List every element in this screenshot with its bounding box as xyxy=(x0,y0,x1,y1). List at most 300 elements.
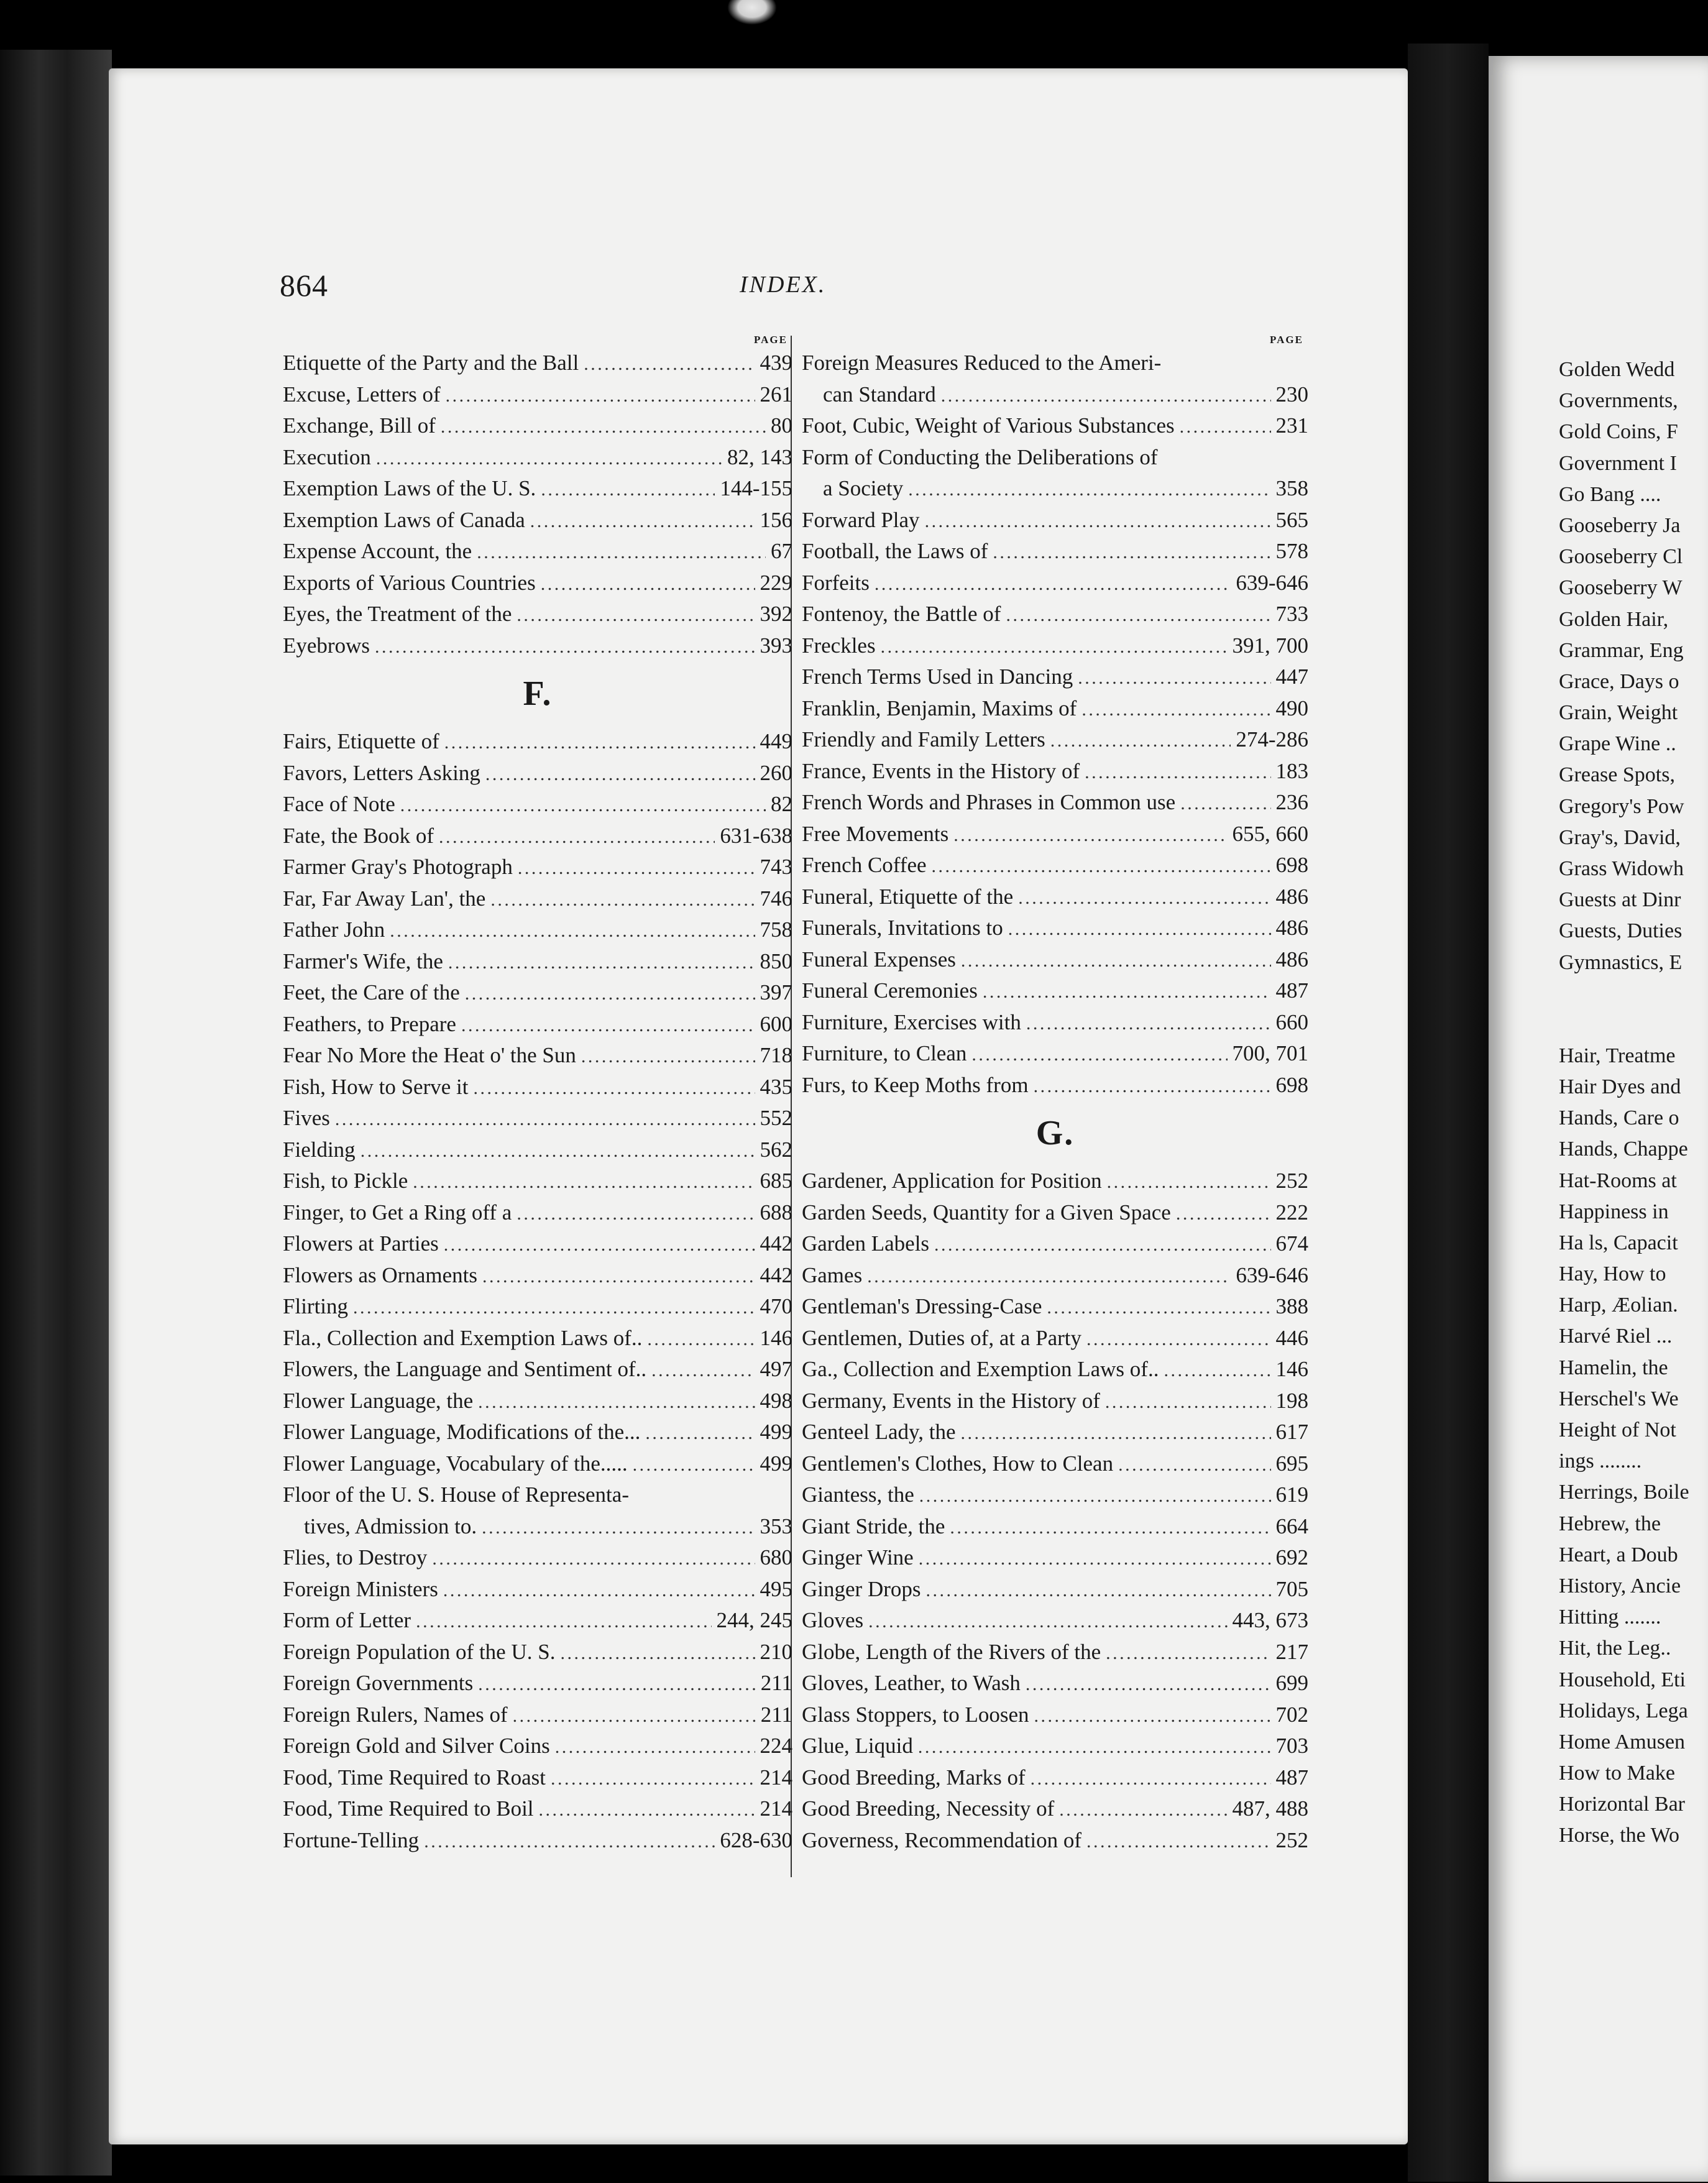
entry-page: 211 xyxy=(760,1671,792,1695)
entry-title: Foreign Measures Reduced to the Ameri- xyxy=(802,351,1162,375)
dot-leader xyxy=(908,474,1270,505)
entry-page: 236 xyxy=(1275,790,1308,814)
entry-page: 183 xyxy=(1275,758,1308,783)
entry-title: Flower Language, Vocabulary of the..... xyxy=(283,1451,628,1476)
entry-title: Fear No More the Heat o' the Sun xyxy=(283,1043,576,1067)
dot-leader xyxy=(925,506,1271,536)
dot-leader xyxy=(335,1104,755,1134)
entry-page: 578 xyxy=(1275,539,1308,563)
index-entry xyxy=(283,883,792,915)
index-entry xyxy=(283,379,792,411)
entry-title: Farmer's Wife, the xyxy=(283,949,443,973)
entry-title: Friendly and Family Letters xyxy=(802,727,1045,751)
dot-leader xyxy=(1047,1292,1270,1323)
entry-title: Excuse, Letters of xyxy=(283,382,441,407)
dot-leader xyxy=(444,1229,755,1260)
entry-title: Funeral, Etiquette of the xyxy=(802,884,1014,909)
index-entry xyxy=(802,1730,1308,1762)
entry-page: 82 xyxy=(771,792,792,816)
entry-page: 680 xyxy=(760,1545,792,1569)
index-entry xyxy=(283,946,792,978)
entry-title: Execution xyxy=(283,444,371,469)
entry-title: Fortune-Telling xyxy=(283,1827,420,1852)
dot-leader xyxy=(960,1418,1270,1448)
index-entry xyxy=(283,630,792,662)
dot-leader xyxy=(868,1606,1227,1637)
facing-entry: How to Make xyxy=(1559,1762,1675,1785)
entry-page: 565 xyxy=(1275,507,1308,532)
entry-title: Gentleman's Dressing-Case xyxy=(802,1294,1042,1318)
facing-entry: Gregory's Pow xyxy=(1559,794,1684,818)
entry-page: 447 xyxy=(1275,664,1308,689)
index-entry xyxy=(283,1291,792,1323)
entry-page: 446 xyxy=(1275,1325,1308,1350)
entry-title: Good Breeding, Necessity of xyxy=(802,1796,1055,1821)
entry-title: Flowers at Parties xyxy=(283,1231,439,1256)
entry-page: 700, 701 xyxy=(1232,1041,1308,1065)
entry-title: Food, Time Required to Roast xyxy=(283,1765,546,1790)
entry-title: Football, the Laws of xyxy=(802,539,988,563)
index-entry xyxy=(802,819,1308,850)
entry-page: 449 xyxy=(760,729,792,753)
entry-page: 639-646 xyxy=(1236,570,1308,595)
entry-title: Franklin, Benjamin, Maxims of xyxy=(802,696,1077,720)
entry-page: 552 xyxy=(760,1106,792,1130)
entry-page: 487, 488 xyxy=(1232,1796,1308,1821)
facing-entry: Hebrew, the xyxy=(1559,1512,1661,1535)
entry-page: 617 xyxy=(1275,1420,1308,1444)
dot-leader xyxy=(513,1701,756,1731)
index-entry xyxy=(283,1448,792,1480)
entry-page: 698 xyxy=(1275,853,1308,877)
dot-leader xyxy=(555,1732,755,1762)
dot-leader xyxy=(1180,411,1271,442)
entry-page: 562 xyxy=(760,1137,792,1162)
dot-leader xyxy=(482,1261,755,1292)
dot-leader xyxy=(461,1010,755,1041)
dot-leader xyxy=(416,1606,711,1637)
facing-entry: Hamelin, the xyxy=(1559,1356,1668,1379)
index-entry xyxy=(283,1165,792,1197)
entry-page: 210 xyxy=(760,1639,792,1664)
index-entry xyxy=(802,1793,1308,1825)
index-entry xyxy=(802,599,1308,630)
entry-title: Etiquette of the Party and the Ball xyxy=(283,351,579,375)
index-entry xyxy=(283,1637,792,1668)
entry-title: Games xyxy=(802,1262,863,1287)
entry-page: 655, 660 xyxy=(1232,821,1308,846)
entry-page: 495 xyxy=(760,1576,792,1601)
facing-entry: Go Bang .... xyxy=(1559,482,1661,506)
entry-page: 499 xyxy=(760,1420,792,1444)
index-entry xyxy=(283,726,792,758)
index-entry xyxy=(283,1386,792,1417)
entry-title: Fish, to Pickle xyxy=(283,1169,408,1193)
entry-page: 674 xyxy=(1275,1231,1308,1256)
entry-page: 600 xyxy=(760,1011,792,1036)
entry-page: 692 xyxy=(1275,1545,1308,1569)
index-entry xyxy=(802,661,1308,693)
entry-title: Feathers, to Prepare xyxy=(283,1011,456,1036)
facing-entries-h xyxy=(1559,1041,1708,1852)
entry-title: Forward Play xyxy=(802,507,920,532)
entry-page: 439 xyxy=(760,351,792,375)
entry-page: 217 xyxy=(1275,1639,1308,1664)
entry-title: Germany, Events in the History of xyxy=(802,1388,1100,1413)
dot-leader xyxy=(360,1136,755,1166)
entry-page: 688 xyxy=(760,1200,792,1225)
facing-entry: Household, Eti xyxy=(1559,1668,1686,1691)
dot-leader xyxy=(446,380,755,411)
index-entry xyxy=(802,1291,1308,1323)
entry-page: 746 xyxy=(760,886,792,911)
index-entry xyxy=(802,724,1308,756)
entry-page: 146 xyxy=(1275,1357,1308,1381)
dot-leader xyxy=(918,1732,1271,1762)
entry-title: Forfeits xyxy=(802,570,870,595)
dot-leader xyxy=(539,1795,755,1825)
entry-title: Flowers, the Language and Sentiment of.. xyxy=(283,1357,647,1381)
index-entry xyxy=(802,787,1308,819)
dot-leader xyxy=(919,1481,1271,1511)
dot-leader xyxy=(961,945,1271,976)
facing-entry: Hit, the Leg.. xyxy=(1559,1637,1671,1660)
entry-page: 631-638 xyxy=(720,823,792,848)
entry-page: 211 xyxy=(760,1702,792,1727)
entry-title: Foreign Gold and Silver Coins xyxy=(283,1734,550,1758)
facing-page-column xyxy=(1559,354,1708,1852)
entry-page: 244, 245 xyxy=(716,1608,792,1632)
index-entry xyxy=(802,693,1308,725)
entry-page: 703 xyxy=(1275,1734,1308,1758)
dot-leader xyxy=(645,1418,755,1448)
dot-leader xyxy=(1086,1324,1270,1354)
dot-leader xyxy=(875,569,1231,599)
dot-leader xyxy=(867,1261,1231,1292)
entry-title: Gardener, Application for Position xyxy=(802,1169,1102,1193)
entry-title: Giantess, the xyxy=(802,1482,914,1507)
facing-entry: Heart, a Doub xyxy=(1559,1543,1678,1566)
book-cover-edge xyxy=(0,50,112,2176)
dot-leader xyxy=(376,443,722,474)
dot-leader xyxy=(1034,1071,1271,1101)
entry-title: French Coffee xyxy=(802,853,927,877)
entry-title: Free Movements xyxy=(802,821,949,846)
index-entry xyxy=(802,568,1308,599)
index-entry xyxy=(283,442,792,474)
index-entry xyxy=(802,1762,1308,1794)
facing-entry: Herschel's We xyxy=(1559,1387,1679,1410)
dot-leader xyxy=(983,977,1271,1007)
index-entry xyxy=(283,1228,792,1260)
dot-leader xyxy=(584,349,755,379)
entry-page: 702 xyxy=(1275,1702,1308,1727)
dot-leader xyxy=(1107,1167,1271,1197)
index-entry xyxy=(283,505,792,536)
entry-title: Fla., Collection and Exemption Laws of.. xyxy=(283,1325,643,1350)
index-entry xyxy=(283,1040,792,1072)
index-entry xyxy=(802,1354,1308,1386)
facing-entry: Herrings, Boile xyxy=(1559,1481,1689,1504)
entry-title: Floor of the U. S. House of Representa- xyxy=(283,1482,629,1507)
facing-entry: Holidays, Lega xyxy=(1559,1699,1688,1722)
facing-entry: Happiness in xyxy=(1559,1200,1669,1223)
entry-title: Furniture, to Clean xyxy=(802,1041,967,1065)
index-entry xyxy=(283,1197,792,1229)
section-gap xyxy=(1559,978,1708,1041)
dot-leader xyxy=(490,885,755,915)
dot-leader xyxy=(518,853,755,883)
entry-page: 685 xyxy=(760,1169,792,1193)
index-entry xyxy=(802,473,1308,505)
dot-leader xyxy=(1176,1198,1271,1229)
entry-title: a Society xyxy=(823,476,904,500)
entry-page: 198 xyxy=(1275,1388,1308,1413)
index-entry xyxy=(283,914,792,946)
entry-title: Favors, Letters Asking xyxy=(283,760,480,785)
index-entry xyxy=(802,630,1308,662)
entry-title: Farmer Gray's Photograph xyxy=(283,855,513,879)
book-gutter xyxy=(1408,44,1489,2182)
index-entry xyxy=(283,1134,792,1166)
index-entry xyxy=(802,1699,1308,1731)
dot-leader xyxy=(950,1512,1270,1543)
entry-page: 222 xyxy=(1275,1200,1308,1225)
entry-title: Freckles xyxy=(802,633,876,658)
entry-page: 470 xyxy=(760,1294,792,1318)
section-heading-g: G. xyxy=(1035,1114,1075,1152)
dot-leader xyxy=(517,1198,755,1229)
index-entry xyxy=(802,1070,1308,1101)
facing-entry: Home Amusen xyxy=(1559,1730,1686,1753)
index-entry xyxy=(283,852,792,883)
facing-entry: Gooseberry Cl xyxy=(1559,545,1683,569)
entry-title: Feet, the Care of the xyxy=(283,980,460,1004)
index-entry xyxy=(802,1165,1308,1197)
entry-page: 230 xyxy=(1275,382,1308,407)
index-entry xyxy=(802,1605,1308,1637)
dot-leader xyxy=(482,1512,755,1543)
dot-leader xyxy=(1118,1450,1270,1480)
page-column-label: PAGE xyxy=(1270,334,1303,346)
entry-page: 619 xyxy=(1275,1482,1308,1507)
index-entry xyxy=(802,1511,1308,1543)
index-entry xyxy=(802,505,1308,536)
facing-entry: Hay, How to xyxy=(1559,1262,1666,1286)
dot-leader xyxy=(993,537,1270,568)
entry-title: Good Breeding, Marks of xyxy=(802,1765,1026,1790)
index-entry xyxy=(283,1479,792,1511)
dot-leader xyxy=(1050,725,1231,756)
entry-title: Flower Language, Modifications of the... xyxy=(283,1420,641,1444)
entry-page: 699 xyxy=(1275,1671,1308,1695)
facing-entry: Hands, Chappe xyxy=(1559,1137,1688,1161)
entry-page: 146 xyxy=(760,1325,792,1350)
entry-title: Eyebrows xyxy=(283,633,370,658)
entry-title: France, Events in the History of xyxy=(802,758,1080,783)
entry-page: 274-286 xyxy=(1236,727,1308,751)
entry-title: Furs, to Keep Moths from xyxy=(802,1072,1029,1097)
entry-title: Garden Seeds, Quantity for a Given Space xyxy=(802,1200,1171,1225)
dot-leader xyxy=(443,1575,755,1606)
index-entry xyxy=(802,1574,1308,1606)
index-entry xyxy=(802,1260,1308,1292)
section-heading-f: F. xyxy=(523,674,553,713)
dot-leader xyxy=(390,916,755,946)
entry-page: 698 xyxy=(1275,1072,1308,1097)
facing-entry: Gymnastics, E xyxy=(1559,950,1683,974)
facing-entry: Government I xyxy=(1559,451,1677,475)
index-entry xyxy=(283,1511,792,1543)
index-entry xyxy=(802,1386,1308,1417)
index-entry xyxy=(283,1260,792,1292)
entry-title: Finger, to Get a Ring off a xyxy=(283,1200,512,1225)
dot-leader xyxy=(375,632,755,662)
entry-page: 639-646 xyxy=(1236,1262,1308,1287)
entry-page: 392 xyxy=(760,602,792,626)
entry-page: 705 xyxy=(1275,1576,1308,1601)
entry-title: Food, Time Required to Boil xyxy=(283,1796,534,1821)
entry-title: Fairs, Etiquette of xyxy=(283,729,439,753)
dot-leader xyxy=(424,1826,715,1857)
entry-title: Globe, Length of the Rivers of the xyxy=(802,1639,1101,1664)
index-entry xyxy=(802,850,1308,881)
entry-title: Foreign Ministers xyxy=(283,1576,438,1601)
entry-page: 664 xyxy=(1275,1514,1308,1538)
facing-entry: Harvé Riel ... xyxy=(1559,1325,1673,1348)
entry-page: 80 xyxy=(771,413,792,438)
index-entry xyxy=(283,1762,792,1794)
entry-page: 442 xyxy=(760,1262,792,1287)
facing-entry: History, Ancie xyxy=(1559,1574,1681,1597)
entry-title: Fontenoy, the Battle of xyxy=(802,602,1001,626)
index-entry xyxy=(283,599,792,630)
index-entry xyxy=(283,820,792,852)
dot-leader xyxy=(560,1638,755,1668)
dot-leader xyxy=(1026,1008,1271,1039)
facing-entry: Hair Dyes and xyxy=(1559,1075,1681,1098)
index-column-left xyxy=(283,333,792,1856)
dot-leader xyxy=(881,632,1228,662)
dot-leader xyxy=(1034,1701,1271,1731)
entry-page: 260 xyxy=(760,760,792,785)
entry-title: Far, Far Away Lan', the xyxy=(283,886,486,911)
entry-page: 487 xyxy=(1275,978,1308,1003)
entry-title: Fish, How to Serve it xyxy=(283,1074,469,1099)
entry-page: 391, 700 xyxy=(1232,633,1308,658)
index-entry xyxy=(283,347,792,379)
facing-entry: Height of Not xyxy=(1559,1418,1676,1441)
entry-page: 231 xyxy=(1275,413,1308,438)
index-entry xyxy=(802,1542,1308,1574)
dot-leader xyxy=(477,537,766,568)
dot-leader xyxy=(551,1763,755,1794)
entry-title: Father John xyxy=(283,917,385,942)
entry-page: 443, 673 xyxy=(1232,1608,1308,1632)
index-entry xyxy=(283,1417,792,1448)
entry-title: Glass Stoppers, to Loosen xyxy=(802,1702,1029,1727)
dot-leader xyxy=(444,727,755,758)
entry-page: 660 xyxy=(1275,1009,1308,1034)
entry-title: Flirting xyxy=(283,1294,349,1318)
entry-page: 82, 143 xyxy=(727,444,792,469)
entry-page: 261 xyxy=(760,382,792,407)
facing-entry: Hands, Care o xyxy=(1559,1106,1679,1130)
index-entry xyxy=(802,756,1308,788)
dot-leader xyxy=(1085,757,1270,788)
facing-entry: Grass Widowh xyxy=(1559,857,1684,880)
entry-title: Ginger Wine xyxy=(802,1545,914,1569)
dot-leader xyxy=(926,1575,1271,1606)
entry-page: 214 xyxy=(760,1796,792,1821)
entry-title: Funeral Ceremonies xyxy=(802,978,978,1003)
index-entry xyxy=(802,442,1308,474)
facing-entry: ings ........ xyxy=(1559,1450,1642,1473)
entry-page: 442 xyxy=(760,1231,792,1256)
entry-page: 388 xyxy=(1275,1294,1308,1318)
dot-leader xyxy=(478,1387,755,1417)
dot-leader xyxy=(1180,788,1270,819)
dot-leader xyxy=(1006,600,1270,630)
entry-page: 252 xyxy=(1275,1827,1308,1852)
page-column-label: PAGE xyxy=(754,334,787,346)
index-entry xyxy=(802,347,1308,379)
index-entry xyxy=(802,1197,1308,1229)
index-entry xyxy=(802,975,1308,1007)
dot-leader xyxy=(1164,1355,1270,1386)
entry-title: Funerals, Invitations to xyxy=(802,916,1003,940)
entry-page: 628-630 xyxy=(720,1827,792,1852)
facing-entry: Ha ls, Capacit xyxy=(1559,1231,1678,1254)
entry-title: Flies, to Destroy xyxy=(283,1545,428,1569)
index-entry xyxy=(802,1825,1308,1857)
index-entry xyxy=(802,912,1308,944)
entry-title: Gentlemen's Clothes, How to Clean xyxy=(802,1451,1114,1476)
dot-leader xyxy=(581,1041,755,1072)
entry-title: Furniture, Exercises with xyxy=(802,1009,1021,1034)
entry-page: 435 xyxy=(760,1074,792,1099)
dot-leader xyxy=(432,1543,755,1574)
entry-page: 497 xyxy=(760,1357,792,1381)
dot-leader xyxy=(439,822,715,852)
page-header xyxy=(280,267,1336,311)
dot-leader xyxy=(448,947,755,978)
dot-leader xyxy=(647,1324,755,1354)
index-entry xyxy=(283,1730,792,1762)
index-entry xyxy=(802,1637,1308,1668)
entry-page: 229 xyxy=(760,570,792,595)
entry-page: 214 xyxy=(760,1765,792,1790)
dot-leader xyxy=(1086,1826,1270,1857)
entry-title: Exemption Laws of Canada xyxy=(283,507,525,532)
facing-entry: Grape Wine .. xyxy=(1559,732,1676,756)
index-entry xyxy=(283,1009,792,1041)
facing-entry: Guests at Dinr xyxy=(1559,888,1681,912)
paper-stain xyxy=(727,0,777,25)
entry-title: Exemption Laws of the U. S. xyxy=(283,476,536,500)
index-entry xyxy=(283,1072,792,1103)
dot-leader xyxy=(473,1073,755,1103)
index-entry xyxy=(283,977,792,1009)
index-entry xyxy=(802,1479,1308,1511)
entry-title: Form of Conducting the Deliberations of xyxy=(802,444,1158,469)
index-entry xyxy=(283,1574,792,1606)
entry-page: 397 xyxy=(760,980,792,1004)
dot-leader xyxy=(919,1543,1271,1574)
index-entry xyxy=(802,1228,1308,1260)
entries-e xyxy=(283,347,792,661)
index-entry xyxy=(802,536,1308,568)
